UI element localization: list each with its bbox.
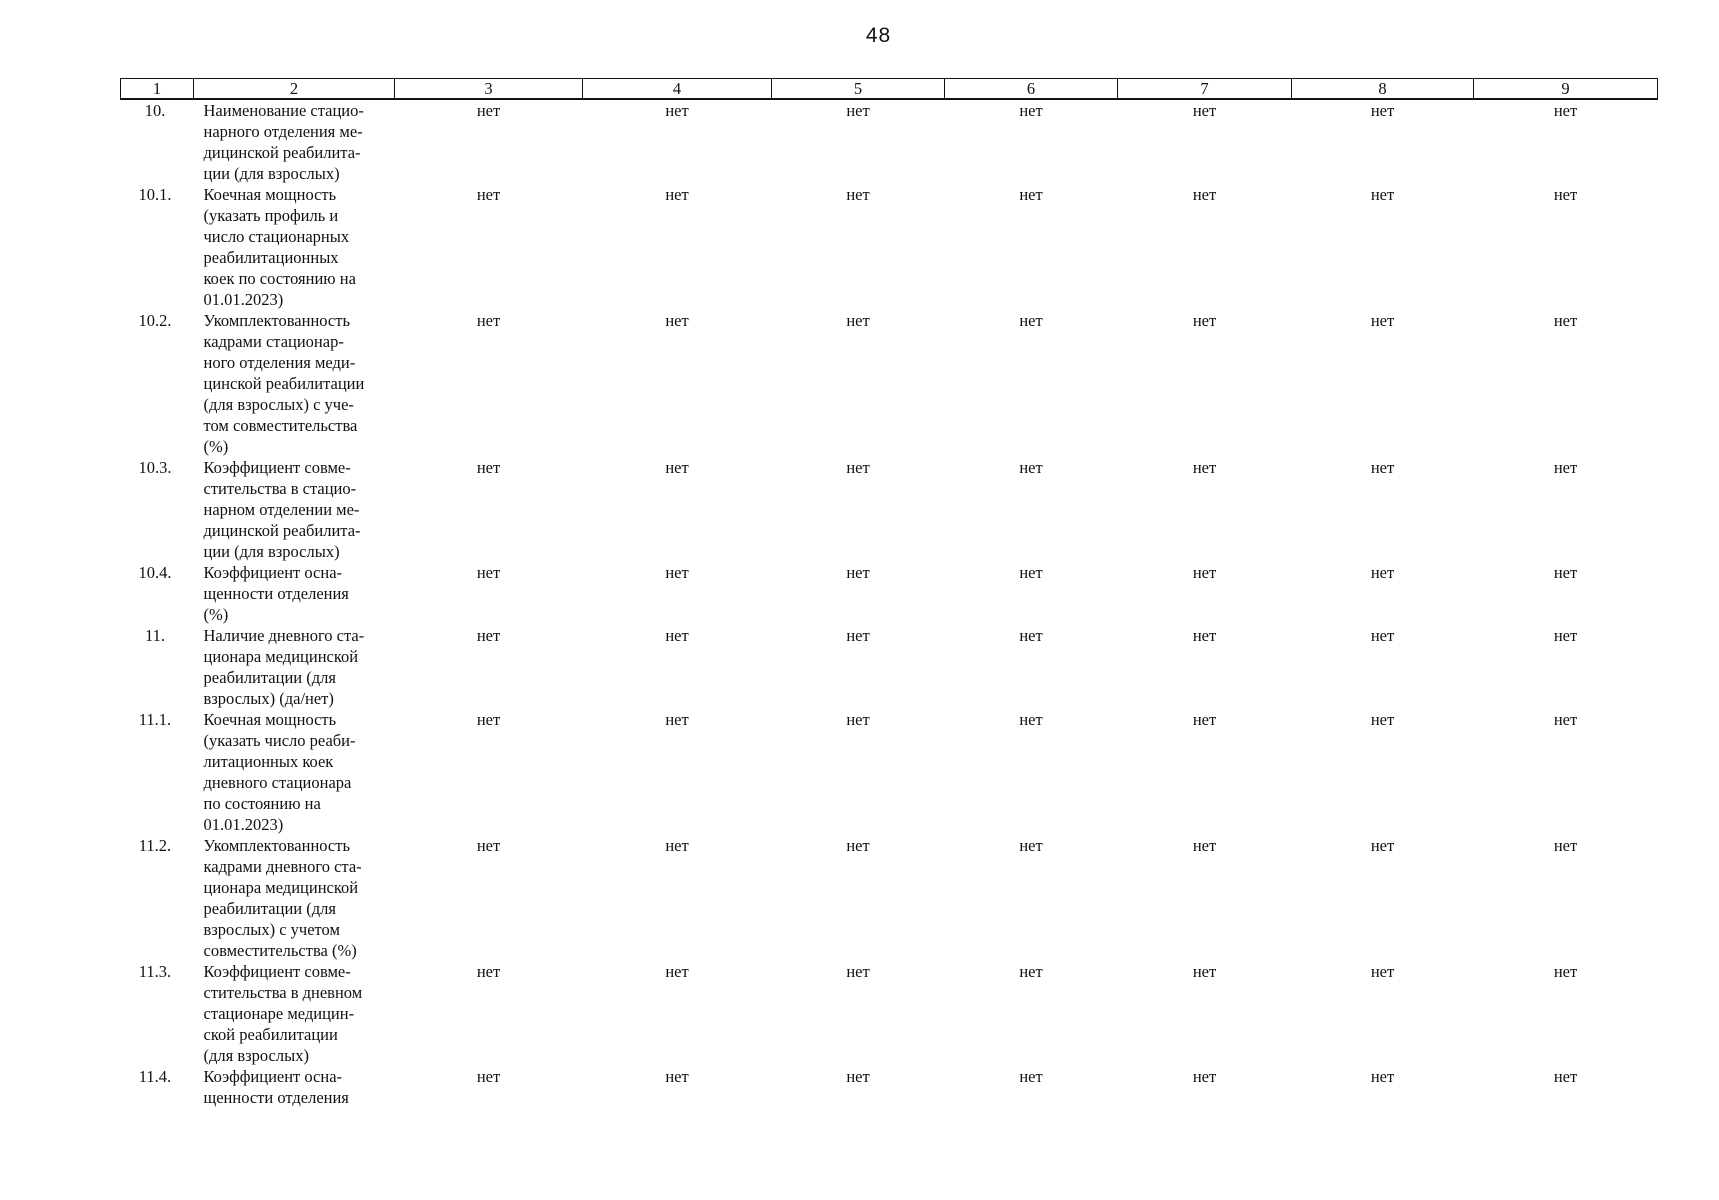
value-cell: нет [1192, 563, 1217, 582]
table-row [121, 457, 1658, 562]
table-body [121, 99, 1658, 1108]
row-label [194, 310, 395, 457]
row-label-line: Коечная мощность [203, 710, 337, 729]
table-row [121, 1066, 1658, 1108]
value-cell: нет [1192, 185, 1217, 204]
row-number: 11.3. [138, 962, 172, 981]
value-cell: нет [476, 1067, 501, 1086]
value-cell: нет [1370, 710, 1395, 729]
value-cell: нет [1370, 458, 1395, 477]
value-cell: нет [476, 962, 501, 981]
row-label [194, 625, 395, 709]
table-row [121, 310, 1658, 457]
value-cell: нет [846, 962, 870, 981]
row-number: 10.2. [138, 311, 172, 330]
value-cell: нет [846, 710, 870, 729]
row-label-line: по состоянию на [203, 794, 321, 813]
value-cell: нет [1192, 836, 1217, 855]
value-cell: нет [476, 710, 501, 729]
value-cell: нет [476, 563, 501, 582]
value-cell: нет [476, 836, 501, 855]
table-row [121, 99, 1658, 184]
value-cell: нет [1019, 563, 1043, 582]
row-label-line: совместительства (%) [203, 941, 357, 960]
table-row [121, 562, 1658, 625]
row-label-line: кадрами стационар- [203, 332, 344, 351]
row-label-line: Коэффициент совме- [203, 962, 351, 981]
row-label-line: стационаре медицин- [203, 1004, 355, 1023]
value-cell: нет [1019, 101, 1043, 120]
row-label-line: Наименование стацио- [203, 101, 364, 120]
row-label [194, 709, 395, 835]
value-cell: нет [846, 458, 870, 477]
header-cell: 5 [772, 79, 945, 100]
value-cell: нет [846, 1067, 870, 1086]
value-cell: нет [1192, 1067, 1217, 1086]
row-label-line: дневного стационара [203, 773, 352, 792]
value-cell: нет [665, 836, 689, 855]
value-cell: нет [665, 101, 689, 120]
row-label-line: щенности отделения [203, 1088, 349, 1107]
row-label-line: ции (для взрослых) [203, 542, 340, 561]
row-label-line: дицинской реабилита- [203, 143, 361, 162]
value-cell: нет [1192, 101, 1217, 120]
row-label [194, 457, 395, 562]
row-label-line: 01.01.2023) [203, 815, 284, 834]
value-cell: нет [665, 563, 689, 582]
value-cell: нет [1553, 185, 1578, 204]
header-row [121, 79, 1658, 100]
value-cell: нет [665, 1067, 689, 1086]
value-cell: нет [1553, 311, 1578, 330]
header-cell: 3 [395, 79, 583, 100]
value-cell: нет [1019, 311, 1043, 330]
value-cell: нет [1370, 311, 1395, 330]
row-label-line: Коэффициент совме- [203, 458, 351, 477]
value-cell: нет [665, 710, 689, 729]
value-cell: нет [476, 101, 501, 120]
value-cell: нет [1370, 1067, 1395, 1086]
header-cell: 7 [1118, 79, 1292, 100]
value-cell: нет [1192, 962, 1217, 981]
value-cell: нет [1553, 962, 1578, 981]
row-label-line: стительства в дневном [203, 983, 363, 1002]
value-cell: нет [476, 626, 501, 645]
value-cell: нет [846, 101, 870, 120]
value-cell: нет [665, 962, 689, 981]
row-label [194, 184, 395, 310]
value-cell: нет [665, 185, 689, 204]
table-row [121, 961, 1658, 1066]
value-cell: нет [1370, 563, 1395, 582]
row-label-line: Укомплектованность [203, 836, 350, 855]
header-cell: 1 [121, 79, 194, 100]
value-cell: нет [846, 626, 870, 645]
page-number: 48 [865, 24, 892, 47]
value-cell: нет [1019, 836, 1043, 855]
table-row [121, 625, 1658, 709]
value-cell: нет [1192, 458, 1217, 477]
row-label-line: том совместительства [203, 416, 358, 435]
value-cell: нет [665, 311, 689, 330]
row-label-line: (%) [203, 605, 229, 624]
value-cell: нет [476, 311, 501, 330]
value-cell: нет [665, 626, 689, 645]
row-label-line: ской реабилитации [203, 1025, 338, 1044]
row-label-line: (указать профиль и [203, 206, 339, 225]
value-cell: нет [1370, 962, 1395, 981]
header-cell: 4 [583, 79, 772, 100]
row-label [194, 1066, 395, 1108]
value-cell: нет [476, 458, 501, 477]
value-cell: нет [1192, 710, 1217, 729]
value-cell: нет [1019, 1067, 1043, 1086]
row-label-line: (%) [203, 437, 229, 456]
value-cell: нет [1019, 185, 1043, 204]
row-number: 11.4. [138, 1067, 172, 1086]
table-header [121, 79, 1658, 100]
row-label-line: взрослых) (да/нет) [203, 689, 334, 708]
row-label-line: цинской реабилитации [203, 374, 365, 393]
value-cell: нет [1553, 1067, 1578, 1086]
row-label-line: Коечная мощность [203, 185, 337, 204]
value-cell: нет [1019, 458, 1043, 477]
table-row [121, 709, 1658, 835]
row-label-line: ного отделения меди- [203, 353, 356, 372]
row-label-line: реабилитации (для [203, 899, 336, 918]
value-cell: нет [1019, 626, 1043, 645]
value-cell: нет [1370, 185, 1395, 204]
row-label-line: ционара медицинской [203, 878, 359, 897]
value-cell: нет [1192, 311, 1217, 330]
value-cell: нет [1553, 101, 1578, 120]
row-label-line: 01.01.2023) [203, 290, 284, 309]
row-number: 11.1. [138, 710, 172, 729]
row-label [194, 99, 395, 184]
value-cell: нет [1370, 626, 1395, 645]
header-cell: 6 [945, 79, 1118, 100]
header-cell: 2 [194, 79, 395, 100]
row-label-line: (для взрослых) с уче- [203, 395, 354, 414]
row-label-line: нарном отделении ме- [203, 500, 360, 519]
row-label-line: ции (для взрослых) [203, 164, 340, 183]
row-label-line: ционара медицинской [203, 647, 359, 666]
value-cell: нет [846, 836, 870, 855]
row-label-line: Наличие дневного ста- [203, 626, 365, 645]
row-number: 11. [144, 626, 165, 645]
value-cell: нет [1553, 710, 1578, 729]
row-number: 10. [144, 101, 166, 120]
value-cell: нет [1019, 962, 1043, 981]
header-cell: 9 [1474, 79, 1658, 100]
row-number: 10.4. [138, 563, 172, 582]
value-cell: нет [846, 311, 870, 330]
row-label-line: (для взрослых) [203, 1046, 309, 1065]
row-label-line: кадрами дневного ста- [203, 857, 362, 876]
value-cell: нет [1553, 836, 1578, 855]
value-cell: нет [1370, 836, 1395, 855]
table-row [121, 835, 1658, 961]
table-row [121, 184, 1658, 310]
row-number: 10.3. [138, 458, 172, 477]
value-cell: нет [846, 563, 870, 582]
row-label-line: стительства в стацио- [203, 479, 357, 498]
value-cell: нет [1019, 710, 1043, 729]
row-label [194, 961, 395, 1066]
row-label-line: число стационарных [203, 227, 350, 246]
value-cell: нет [1192, 626, 1217, 645]
row-label-line: реабилитации (для [203, 668, 336, 687]
row-label-line: реабилитационных [203, 248, 339, 267]
document-table [120, 78, 1658, 1108]
value-cell: нет [1370, 101, 1395, 120]
value-cell: нет [1553, 626, 1578, 645]
row-label-line: нарного отделения ме- [203, 122, 363, 141]
row-label-line: литационных коек [203, 752, 334, 771]
row-number: 11.2. [138, 836, 172, 855]
row-label-line: дицинской реабилита- [203, 521, 361, 540]
row-label-line: Коэффициент осна- [203, 563, 343, 582]
row-label-line: (указать число реаби- [203, 731, 356, 750]
row-label-line: щенности отделения [203, 584, 349, 603]
header-cell: 8 [1292, 79, 1474, 100]
value-cell: нет [476, 185, 501, 204]
row-label [194, 562, 395, 625]
value-cell: нет [1553, 458, 1578, 477]
row-label-line: Коэффициент осна- [203, 1067, 343, 1086]
row-label-line: коек по состоянию на [203, 269, 356, 288]
row-label-line: Укомплектованность [203, 311, 350, 330]
value-cell: нет [846, 185, 870, 204]
value-cell: нет [1553, 563, 1578, 582]
value-cell: нет [665, 458, 689, 477]
row-number: 10.1. [138, 185, 172, 204]
row-label [194, 835, 395, 961]
row-label-line: взрослых) с учетом [203, 920, 340, 939]
